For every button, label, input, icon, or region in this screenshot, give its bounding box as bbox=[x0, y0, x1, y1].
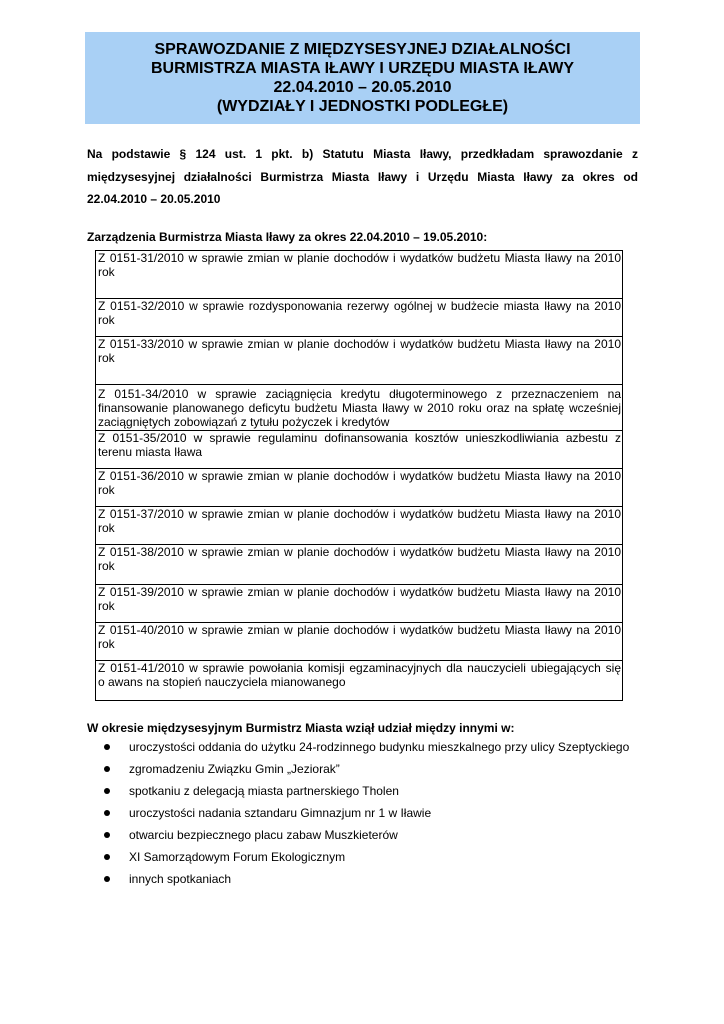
list-item-text: spotkaniu z delegacją miasta partnerskiego Tholen bbox=[129, 784, 399, 798]
table-row bbox=[96, 585, 622, 623]
list-item-text: uroczystości nadania sztandaru Gimnazjum nr 1 w Iławie bbox=[129, 806, 432, 820]
row-text: rok bbox=[98, 313, 115, 327]
bullet-icon bbox=[104, 744, 110, 750]
orders-heading: Zarządzenia Burmistrza Miasta Iławy za okres 22.04.2010 – 19.05.2010: bbox=[87, 230, 488, 244]
list-item-text: otwarciu bezpiecznego placu zabaw Muszkieterów bbox=[129, 828, 398, 842]
bullet-icon bbox=[104, 832, 110, 838]
table-row bbox=[96, 545, 622, 585]
list-item-text: innych spotkaniach bbox=[129, 872, 232, 886]
title-line-4: (WYDZIAŁY I JEDNOSTKI PODLEGŁE) bbox=[216, 98, 509, 115]
row-text: rok bbox=[98, 599, 115, 613]
list-item bbox=[100, 806, 660, 828]
title-line-3: 22.04.2010 – 20.05.2010 bbox=[273, 79, 452, 96]
bullet-icon bbox=[104, 876, 110, 882]
table-row bbox=[96, 299, 622, 337]
row-text: terenu miasta Iława bbox=[98, 445, 203, 459]
row-text: Z 0151-34/2010 w sprawie zaciągnięcia kredytu długoterminowego z przeznaczeniem na bbox=[98, 387, 621, 401]
list-item bbox=[100, 850, 660, 872]
row-text: Z 0151-39/2010 w sprawie zmian w planie dochodów i wydatków budżetu Miasta Iławy na 2010 bbox=[98, 585, 621, 599]
orders-table bbox=[95, 250, 623, 701]
row-text: Z 0151-33/2010 w sprawie zmian w planie dochodów i wydatków budżetu Miasta Iławy na 2010 bbox=[98, 337, 621, 351]
table-row bbox=[96, 337, 622, 385]
row-text: Z 0151-32/2010 w sprawie rozdysponowania rezerwy ogólnej w budżecie miasta Iławy na 2010 bbox=[98, 299, 621, 313]
bullet-icon bbox=[104, 766, 110, 772]
row-text: Z 0151-37/2010 w sprawie zmian w planie dochodów i wydatków budżetu Miasta Iławy na 2010 bbox=[98, 507, 621, 521]
list-item bbox=[100, 872, 660, 894]
row-text: rok bbox=[98, 351, 115, 365]
row-text: Z 0151-36/2010 w sprawie zmian w planie dochodów i wydatków budżetu Miasta Iławy na 2010 bbox=[98, 469, 621, 483]
row-text: Z 0151-35/2010 w sprawie regulaminu dofinansowania kosztów unieszkodliwiania azbestu z bbox=[98, 431, 621, 445]
bullet-icon bbox=[104, 788, 110, 794]
events-list bbox=[100, 740, 660, 894]
table-row bbox=[96, 623, 622, 661]
row-text: Z 0151-31/2010 w sprawie zmian w planie dochodów i wydatków budżetu Miasta Iławy na 2010 bbox=[98, 251, 621, 265]
list-item-text: XI Samorządowym Forum Ekologicznym bbox=[129, 850, 346, 864]
table-row bbox=[96, 251, 622, 299]
table-row bbox=[96, 661, 622, 700]
events-heading: W okresie międzysesyjnym Burmistrz Miasta wziął udział między innymi w: bbox=[87, 721, 515, 735]
row-text: zaciągniętych zobowiązań z tytułu pożyczek i kredytów bbox=[98, 415, 390, 429]
list-item bbox=[100, 740, 660, 762]
row-text: o awans na stopień nauczyciela mianowanego bbox=[98, 675, 346, 689]
row-text: rok bbox=[98, 265, 115, 279]
title-line-2: BURMISTRZA MIASTA IŁAWY I URZĘDU MIASTA IŁAWY bbox=[150, 60, 575, 77]
row-text: rok bbox=[98, 559, 115, 573]
row-text: Z 0151-41/2010 w sprawie powołania komisji egzaminacyjnych dla nauczycieli ubiegających się bbox=[98, 661, 621, 675]
intro-paragraph bbox=[87, 143, 638, 211]
row-text: rok bbox=[98, 483, 115, 497]
table-row bbox=[96, 431, 622, 469]
row-text: Z 0151-38/2010 w sprawie zmian w planie dochodów i wydatków budżetu Miasta Iławy na 2010 bbox=[98, 545, 621, 559]
table-row bbox=[96, 385, 622, 431]
row-text: rok bbox=[98, 521, 115, 535]
bullet-icon bbox=[104, 854, 110, 860]
list-item bbox=[100, 828, 660, 850]
intro-line-1: Na podstawie § 124 ust. 1 pkt. b) Statutu Miasta Iławy, przedkładam sprawozdanie z bbox=[87, 147, 638, 161]
row-text: rok bbox=[98, 637, 115, 651]
list-item bbox=[100, 762, 660, 784]
row-text: finansowanie planowanego deficytu budżetu Miasta Iławy w 2010 roku oraz na spłatę wcześniej bbox=[98, 401, 621, 415]
report-title-box bbox=[85, 32, 640, 124]
row-text: Z 0151-40/2010 w sprawie zmian w planie dochodów i wydatków budżetu Miasta Iławy na 2010 bbox=[98, 623, 621, 637]
intro-line-2: międzysesyjnej działalności Burmistrza Miasta Iławy i Urzędu Miasta Iławy za okres od bbox=[87, 169, 638, 184]
table-row bbox=[96, 469, 622, 507]
intro-line-3: 22.04.2010 – 20.05.2010 bbox=[87, 192, 221, 206]
list-item-text: zgromadzeniu Związku Gmin „Jeziorak” bbox=[129, 762, 340, 776]
list-item-text: uroczystości oddania do użytku 24-rodzinnego budynku mieszkalnego przy ulicy Szeptyckiego bbox=[129, 740, 630, 754]
table-row bbox=[96, 507, 622, 545]
list-item bbox=[100, 784, 660, 806]
title-line-1: SPRAWOZDANIE Z MIĘDZYSESYJNEJ DZIAŁALNOŚCI bbox=[154, 41, 571, 58]
bullet-icon bbox=[104, 810, 110, 816]
